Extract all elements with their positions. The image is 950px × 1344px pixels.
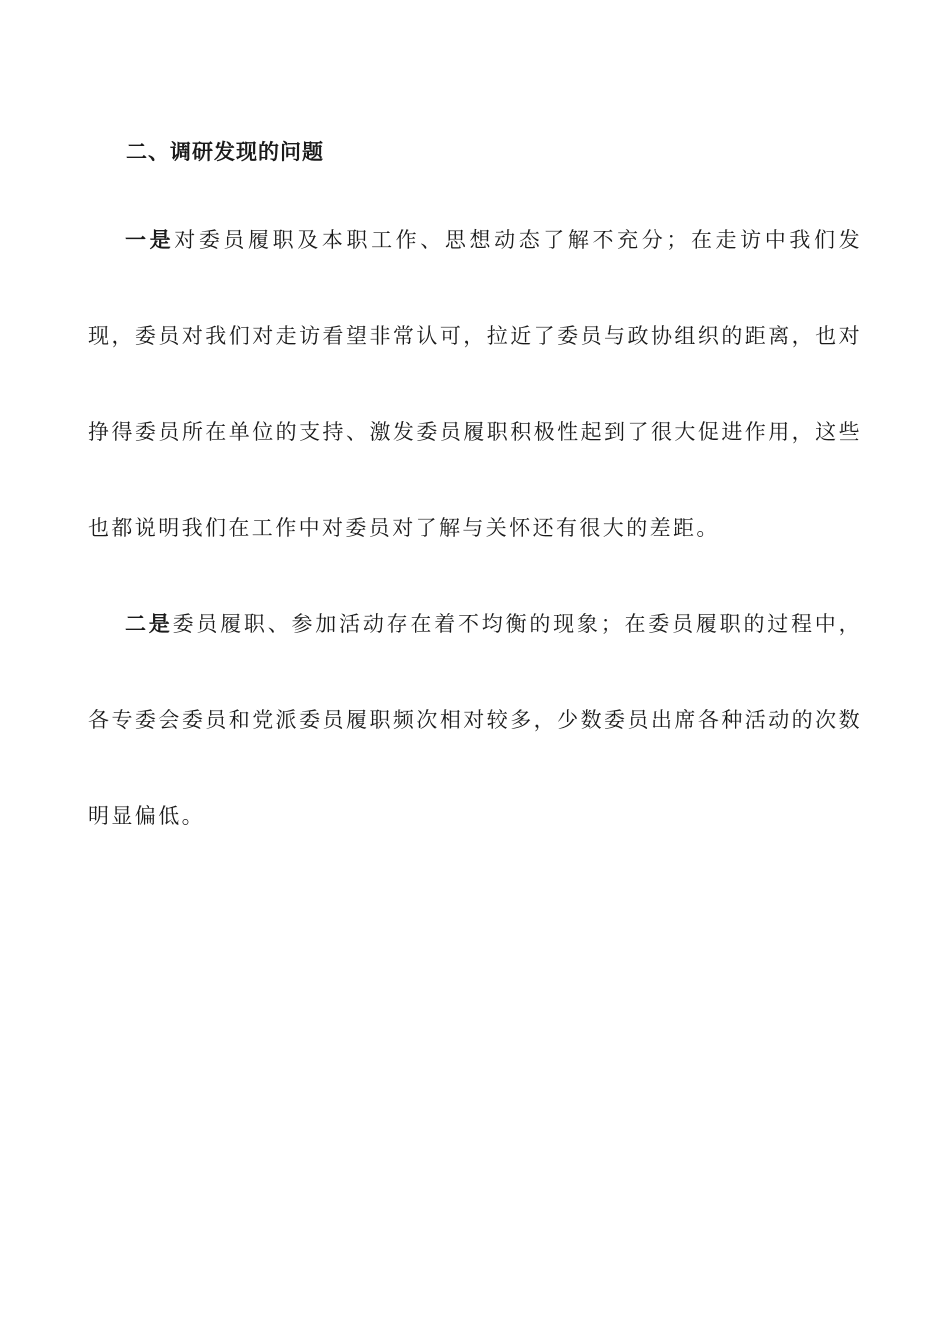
paragraph-2-text: 委员履职、参加活动存在着不均衡的现象；在委员履职的过程中，各专委会委员和党派委员履职频次相对较多，少数委员出席各种活动的次数明显偏低。 (88, 612, 862, 828)
section-heading: 二、调研发现的问题 (126, 139, 324, 164)
paragraph-2 (88, 576, 862, 864)
paragraph-1-text: 对委员履职及本职工作、思想动态了解不充分；在走访中我们发现，委员对我们对走访看望非常认可，拉近了委员与政协组织的距离，也对挣得委员所在单位的支持、激发委员履职积极性起到了很大促进作用，这些也都说明我们在工作中对委员对了解与关怀还有很大的差距。 (88, 228, 862, 540)
paragraph-1-lead: 一是 (125, 227, 175, 252)
paragraph-1 (88, 192, 862, 576)
paragraph-2-lead: 二是 (125, 611, 173, 636)
